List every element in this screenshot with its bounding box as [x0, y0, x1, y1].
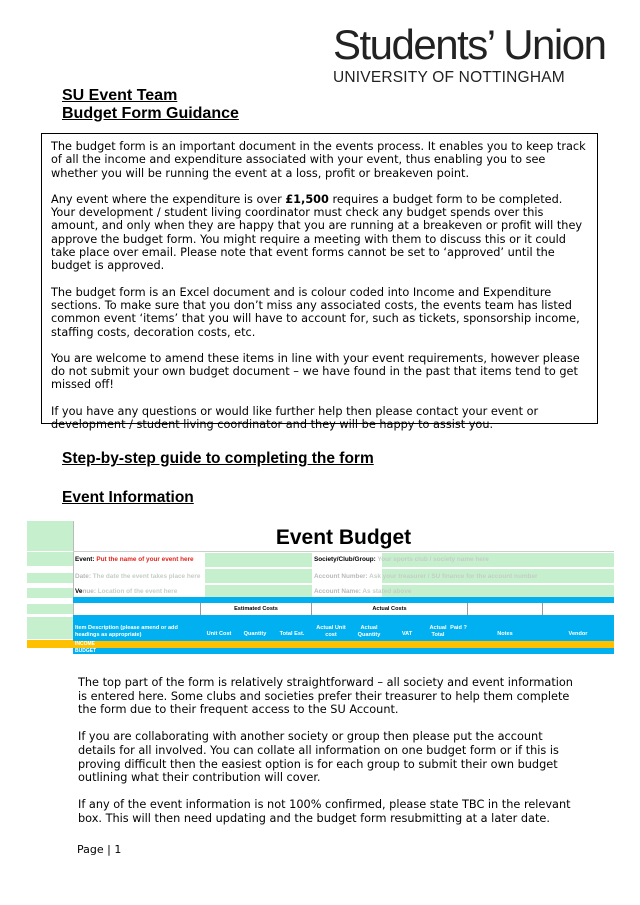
- guide-body: [78, 676, 578, 839]
- venue-value: Location of the event here: [97, 588, 178, 595]
- intro-p2-before: Any event where the expenditure is over: [51, 192, 286, 206]
- event-field: [75, 553, 194, 567]
- guide-paragraph-2: If you are collaborating with another society or group then please put the account details for all involved. You can collate all information on one budget form or if this is proving difficult then the easiest option is for each group to submit their own budget outlining what their contribution will cover.: [78, 730, 559, 785]
- income-row: [73, 641, 614, 648]
- estimated-costs-header: Estimated Costs: [201, 603, 312, 615]
- sheet-title: Event Budget: [73, 521, 614, 552]
- page-number: Page | 1: [77, 843, 122, 856]
- green-cell: [205, 585, 312, 597]
- section-heading: Step-by-step guide to completing the form: [62, 450, 374, 467]
- col-item-description: Item Description (please amend or add headings as appropriate): [75, 625, 178, 638]
- account-name-value: As stated above: [362, 588, 412, 595]
- blank-cell: [73, 603, 201, 615]
- account-label: Account Number:: [314, 573, 370, 580]
- col-paid: Paid ?: [450, 625, 467, 631]
- blank-cell: [468, 603, 543, 615]
- intro-paragraph-1: The budget form is an important document in the events process. It enables you to keep track of all the income and expenditure associated with your event, thus enabling you to see whether you will be running the event at a loss, profit or breakeven point.: [51, 140, 586, 180]
- col-actual-total: Actual Total: [429, 625, 447, 638]
- intro-paragraph-4: You are welcome to amend these items in line with your event requirements, however please do not submit your own budget document – we have found in the past that items tend to get missed off!: [51, 351, 580, 392]
- actual-costs-header: Actual Costs: [312, 603, 468, 615]
- row-header: [27, 521, 73, 551]
- income-label: INCOME: [75, 641, 95, 647]
- col-actual-unit-cost: Actual Unit cost: [316, 625, 346, 638]
- doc-title-line1: SU Event Team: [62, 87, 178, 104]
- account-name-label: Account Name:: [314, 588, 363, 595]
- budget-label: BUDGET: [75, 648, 97, 654]
- event-value: Put the name of your event here: [96, 556, 194, 563]
- date-field: [75, 570, 200, 584]
- budget-row: [73, 648, 614, 654]
- intro-box: [41, 133, 598, 432]
- date-value: The date the event takes place here: [92, 573, 201, 580]
- row-header: [27, 604, 73, 614]
- logo-main-text: Students’ Union: [333, 21, 606, 68]
- col-actual-quantity: Actual Quantity: [357, 625, 381, 638]
- guide-paragraph-3: If any of the event information is not 100% confirmed, please state TBC in the relevant box. This will then need updating and the budget form resubmitting at a later date.: [78, 798, 571, 825]
- doc-title-line2: Budget Form Guidance: [62, 105, 239, 122]
- row-header: [27, 573, 73, 583]
- col-notes: Notes: [497, 631, 513, 637]
- row-header: [27, 588, 73, 598]
- col-total-est: Total Est.: [279, 631, 305, 637]
- row-header: [27, 552, 73, 566]
- col-vat: VAT: [401, 631, 413, 637]
- col-vendor: Vendor: [568, 631, 588, 637]
- society-label: Society/Club/Group:: [314, 556, 378, 563]
- date-label: Date:: [75, 573, 93, 580]
- logo-sub-text: UNIVERSITY OF NOTTINGHAM: [333, 69, 565, 86]
- account-value: Ask your treasurer / SU finance for the account number: [369, 573, 538, 580]
- society-field: [314, 553, 489, 567]
- col-quantity: Quantity: [243, 631, 267, 637]
- col-unit-cost: Unit Cost: [206, 631, 232, 637]
- event-label: Event:: [75, 556, 97, 563]
- green-cell: [205, 553, 312, 567]
- orange-row-header: [27, 640, 73, 648]
- subsection-heading: Event Information: [62, 489, 194, 506]
- students-union-logo: [333, 21, 623, 87]
- intro-paragraph-2: [51, 193, 589, 273]
- venue-label-b: nue:: [82, 588, 98, 595]
- row-header: [27, 617, 73, 639]
- intro-p2-amount: £1,500: [285, 192, 329, 206]
- guide-paragraph-1: The top part of the form is relatively straightforward – all society and event information is entered here. Some clubs and societies prefer their treasurer to help them complete the form due to their frequent access to the SU Account.: [78, 676, 573, 717]
- account-field: [314, 570, 538, 584]
- intro-p2-after: requires a budget form to be completed. Your development / student living coordinator must check any budget spends over this amount, and only when they are happy that you are running at a breakeven or profit will they approve the budget form. You might require a meeting with them to discuss this or it could take place over email. Please note that event forms cannot be set to ‘approved’ until the budget is approved.: [51, 192, 583, 273]
- intro-paragraph-5: If you have any questions or would like further help then please contact your event or development / student living coordinator and they will be happy to assist you.: [51, 404, 539, 432]
- green-cell: [205, 569, 312, 583]
- venue-label-a: Ve: [75, 588, 83, 595]
- event-budget-sheet: [27, 521, 614, 654]
- green-cell: [382, 585, 614, 597]
- society-value: Your sports club / society name here: [377, 556, 489, 563]
- intro-paragraph-3: The budget form is an Excel document and is colour coded into Income and Expenditure sections. To make sure that you don’t miss any associated costs, the events team has listed common event ‘items’ that you will have to account for, such as tickets, sponsorship income, staffing costs, decoration costs, etc.: [51, 285, 580, 339]
